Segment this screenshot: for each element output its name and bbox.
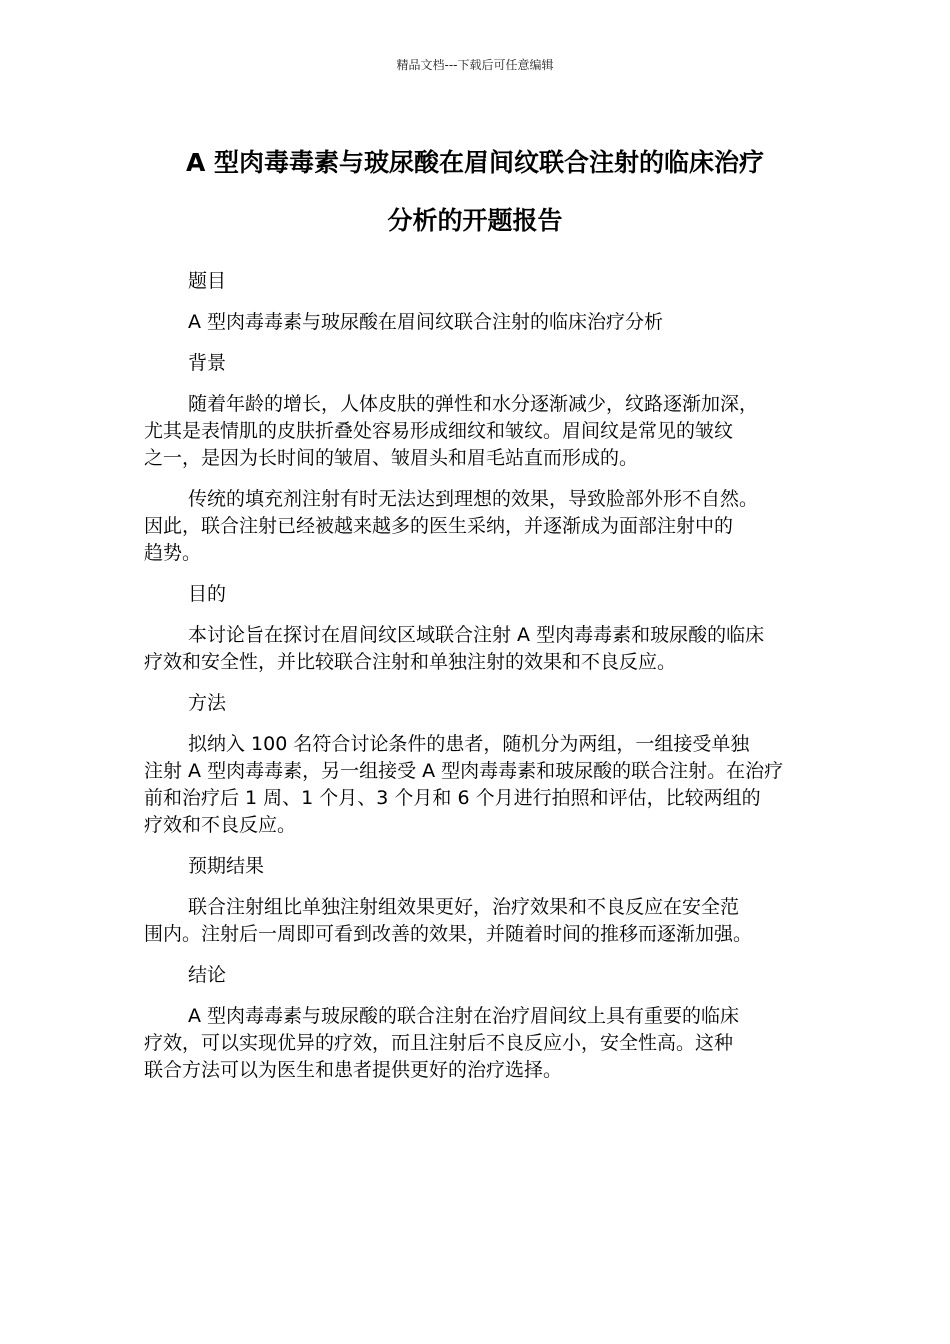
paragraph-background-1: [144, 391, 806, 472]
text-line: 疗效和安全性，并比较联合注射和单独注射的效果和不良反应。: [144, 651, 677, 673]
paragraph-method: [144, 731, 806, 839]
section-heading-topic: 题目: [188, 270, 227, 292]
section-heading-method: 方法: [188, 692, 227, 714]
text-line: 联合方法可以为医生和患者提供更好的治疗选择。: [144, 1059, 563, 1081]
text-line: 因此，联合注射已经被越来越多的医生采纳，并逐渐成为面部注射中的: [144, 515, 734, 537]
paragraph-topic: [144, 309, 806, 336]
section-heading-expected-results: 预期结果: [188, 855, 265, 877]
page-header: 精品文档---下载后可任意编辑: [396, 58, 554, 72]
text-line: 之一，是因为长时间的皱眉、皱眉头和眉毛站直而形成的。: [144, 447, 639, 469]
text-line: 注射 A 型肉毒毒素，另一组接受 A 型肉毒毒素和玻尿酸的联合注射。在治疗: [144, 760, 784, 782]
document-body: [144, 268, 806, 1098]
paragraph-purpose: [144, 622, 806, 676]
section-heading-background: 背景: [188, 352, 227, 374]
text-line: 前和治疗后 1 周、1 个月、3 个月和 6 个月进行拍照和评估，比较两组的: [144, 787, 761, 809]
paragraph-background-2: [144, 486, 806, 567]
section-heading-conclusion: 结论: [188, 964, 227, 986]
title-line-1: A 型肉毒毒素与玻尿酸在眉间纹联合注射的临床治疗: [185, 148, 765, 177]
text-line: 联合注射组比单独注射组效果更好，治疗效果和不良反应在安全范: [188, 896, 740, 918]
title-line-2: 分析的开题报告: [387, 206, 563, 235]
text-line: 疗效，可以实现优异的疗效，而且注射后不良反应小，安全性高。这种: [144, 1032, 734, 1054]
text-line: 疗效和不良反应。: [144, 814, 297, 836]
text-line: 围内。注射后一周即可看到改善的效果，并随着时间的推移而逐渐加强。: [144, 923, 753, 945]
section-heading-purpose: 目的: [188, 583, 227, 605]
text-line: A 型肉毒毒素与玻尿酸在眉间纹联合注射的临床治疗分析: [188, 311, 664, 333]
paragraph-conclusion: [144, 1003, 806, 1084]
document-title: [144, 134, 806, 250]
text-line: 随着年龄的增长，人体皮肤的弹性和水分逐渐减少，纹路逐渐加深，: [188, 393, 759, 415]
text-line: 尤其是表情肌的皮肤折叠处容易形成细纹和皱纹。眉间纹是常见的皱纹: [144, 420, 734, 442]
text-line: 本讨论旨在探讨在眉间纹区域联合注射 A 型肉毒毒素和玻尿酸的临床: [188, 624, 765, 646]
paragraph-expected-results: [144, 894, 806, 948]
text-line: A 型肉毒毒素与玻尿酸的联合注射在治疗眉间纹上具有重要的临床: [188, 1005, 740, 1027]
text-line: 趋势。: [144, 542, 202, 564]
text-line: 传统的填充剂注射有时无法达到理想的效果，导致脸部外形不自然。: [188, 488, 759, 510]
text-line: 拟纳入 100 名符合讨论条件的患者，随机分为两组，一组接受单独: [188, 733, 750, 755]
